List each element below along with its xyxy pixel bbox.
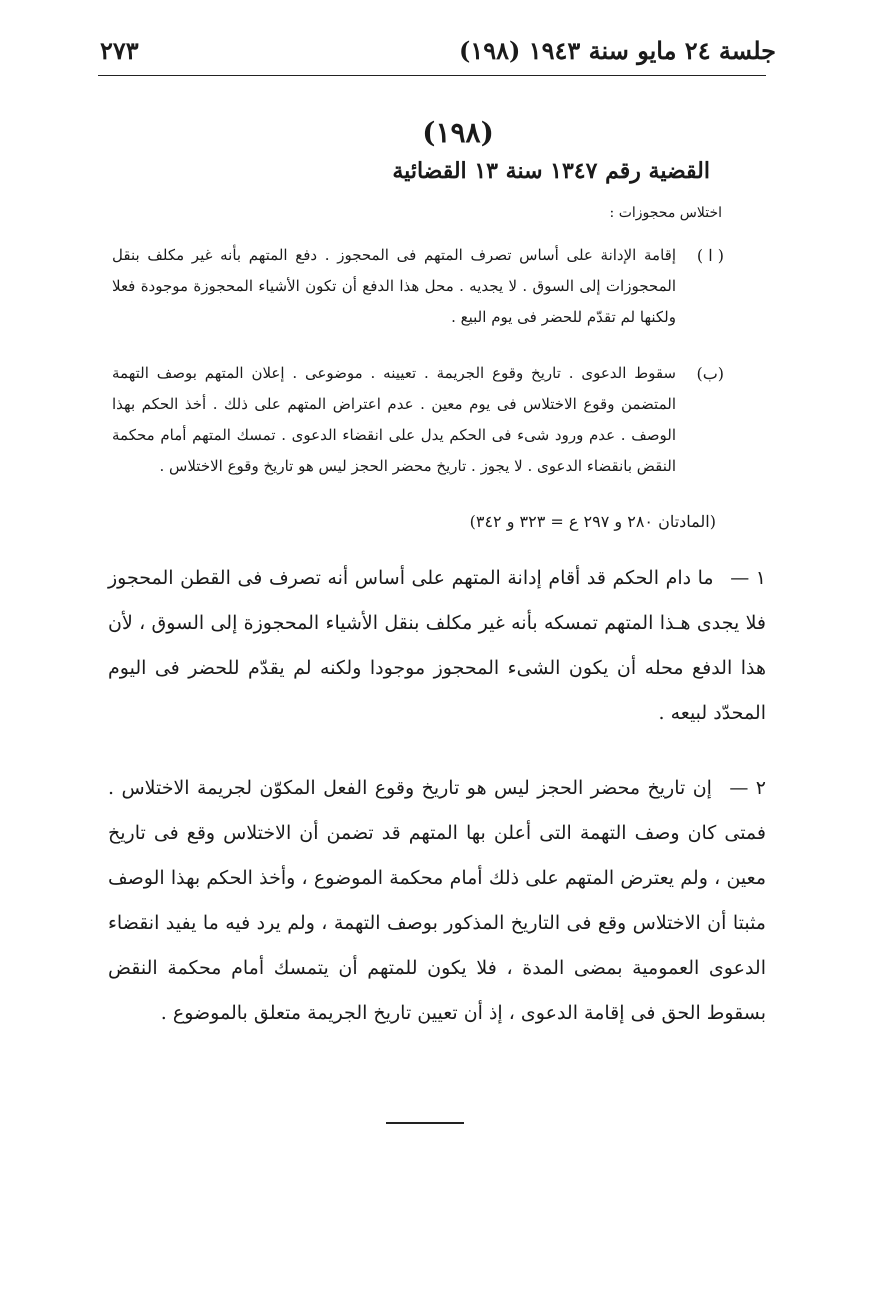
summary-text: إقامة الإدانة على أساس تصرف المتهم فى المحجوز . دفع المتهم بأنه غير مكلف بنقل المحجوزات إلى السوق . لا يجديه . محل هذا الدفع أن تكون الأشياء المحجوزة موجودة فعلا ولكنها لم تقدّم للحضر فى يوم البيع .	[112, 246, 676, 326]
summary-item-a	[112, 240, 724, 333]
summary-mark: ( ا )	[696, 246, 724, 265]
paragraph-number: ١ —	[730, 567, 766, 589]
ruling-paragraph-2	[108, 766, 766, 1036]
paragraph-text: ما دام الحكم قد أقام إدانة المتهم على أساس أنه تصرف فى القطن المحجوز فلا يجدى هـذا المتهم تمسكه بأنه غير مكلف بنقل الأشياء المحجوزة إلى السوق ، لأن هذا الدفع محله أن يكون الشىء المحجوز موجودا ولكنه لم يقدّم للحضر فى اليوم المحدّد لبيعه .	[108, 567, 766, 724]
case-topic: اختلاس محجوزات :	[609, 205, 722, 221]
summary-item-b	[112, 358, 724, 482]
case-title: القضية رقم ١٣٤٧ سنة ١٣ القضائية	[392, 158, 710, 184]
summary-text: سقوط الدعوى . تاريخ وقوع الجريمة . تعيينه . موضوعى . إعلان المتهم بوصف التهمة المتضمن وقوع الاختلاس فى يوم معين . عدم اعتراض المتهم على ذلك . أخذ الحكم بهذا الوصف . عدم ورود شىء فى الحكم يدل على انقضاء الدعوى . تمسك المتهم أمام محكمة النقض بانقضاء الدعوى . لا يجوز . تاريخ محضر الحجز ليس هو تاريخ وقوع الاختلاس .	[112, 364, 676, 475]
page-number: ٢٧٣	[100, 36, 139, 65]
end-rule	[386, 1122, 464, 1124]
header-title: جلسة ٢٤ مايو سنة ١٩٤٣ (١٩٨)	[458, 36, 776, 65]
ruling-paragraph-1	[108, 556, 766, 736]
summary-mark: (ب)	[696, 364, 724, 383]
running-header	[100, 36, 776, 70]
articles-reference: (المادتان ٢٨٠ و ٢٩٧ ع = ٣٢٣ و ٣٤٢)	[469, 512, 716, 531]
paragraph-text: إن تاريخ محضر الحجز ليس هو تاريخ وقوع الفعل المكوّن لجريمة الاختلاس . فمتى كان وصف التهمة التى أعلن بها المتهم قد تضمن أن الاختلاس وقع فى تاريخ معين ، ولم يعترض المتهم على ذلك أمام محكمة الموضوع ، وأخذ الحكم بهذا الوصف مثبتا أن الاختلاس وقع فى التاريخ المذكور بوصف التهمة ، ولم يرد فيه ما يفيد انقضاء الدعوى العمومية بمضى المدة ، فلا يكون للمتهم أن يتمسك أمام محكمة النقض بسقوط الحق فى إقامة الدعوى ، إذ أن تعيين تاريخ الجريمة متعلق بالموضوع .	[108, 777, 766, 1024]
header-rule	[98, 75, 766, 76]
case-number: (١٩٨)	[422, 116, 494, 149]
paragraph-number: ٢ —	[729, 777, 767, 799]
